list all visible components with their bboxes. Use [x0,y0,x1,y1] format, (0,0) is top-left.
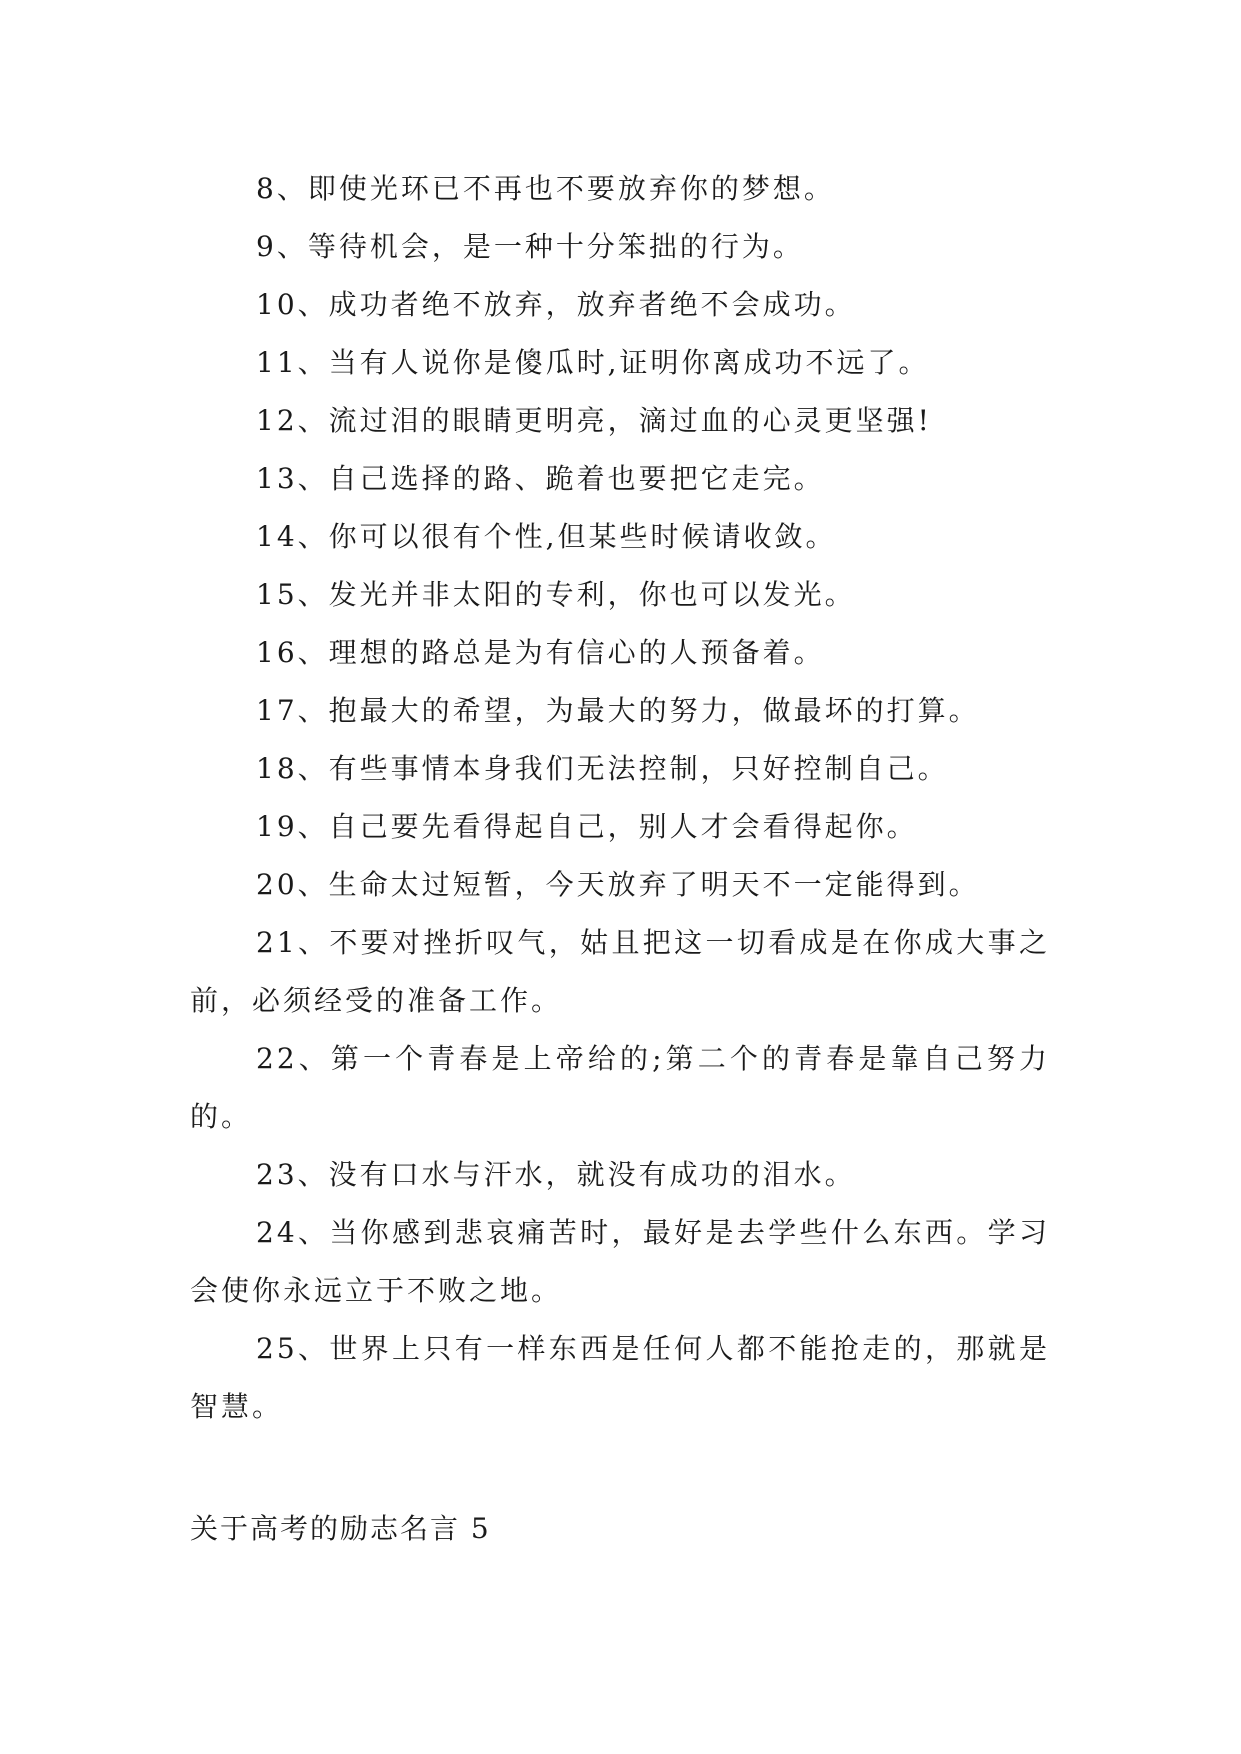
quote-item: 22、第一个青春是上帝给的;第二个的青春是靠自己努力的。 [190,1042,1050,1133]
quote-item: 24、当你感到悲哀痛苦时，最好是去学些什么东西。学习会使你永远立于不败之地。 [190,1216,1050,1307]
quote-item: 17、抱最大的希望，为最大的努力，做最坏的打算。 [256,694,980,727]
quote-item: 23、没有口水与汗水，就没有成功的泪水。 [256,1158,856,1191]
quote-item: 11、当有人说你是傻瓜时,证明你离成功不远了。 [256,346,930,379]
quote-item: 14、你可以很有个性,但某些时候请收敛。 [256,520,837,553]
quote-item: 18、有些事情本身我们无法控制，只好控制自己。 [256,752,949,785]
quote-item: 15、发光并非太阳的专利，你也可以发光。 [256,578,856,611]
quote-item: 16、理想的路总是为有信心的人预备着。 [256,636,825,669]
quote-item: 25、世界上只有一样东西是任何人都不能抢走的，那就是智慧。 [190,1332,1050,1423]
quote-item: 21、不要对挫折叹气，姑且把这一切看成是在你成大事之前，必须经受的准备工作。 [190,926,1050,1017]
quote-item: 12、流过泪的眼睛更明亮，滴过血的心灵更坚强! [256,404,932,437]
quote-item: 8、即使光环已不再也不要放弃你的梦想。 [256,172,835,205]
section-heading: 关于高考的励志名言 5 [190,1512,491,1545]
quote-item: 9、等待机会，是一种十分笨拙的行为。 [256,230,804,263]
quote-item: 19、自己要先看得起自己，别人才会看得起你。 [256,810,918,843]
quote-list [190,160,1050,1436]
quote-item: 10、成功者绝不放弃，放弃者绝不会成功。 [256,288,856,321]
quote-item: 20、生命太过短暂，今天放弃了明天不一定能得到。 [256,868,980,901]
quote-item: 13、自己选择的路、跪着也要把它走完。 [256,462,825,495]
